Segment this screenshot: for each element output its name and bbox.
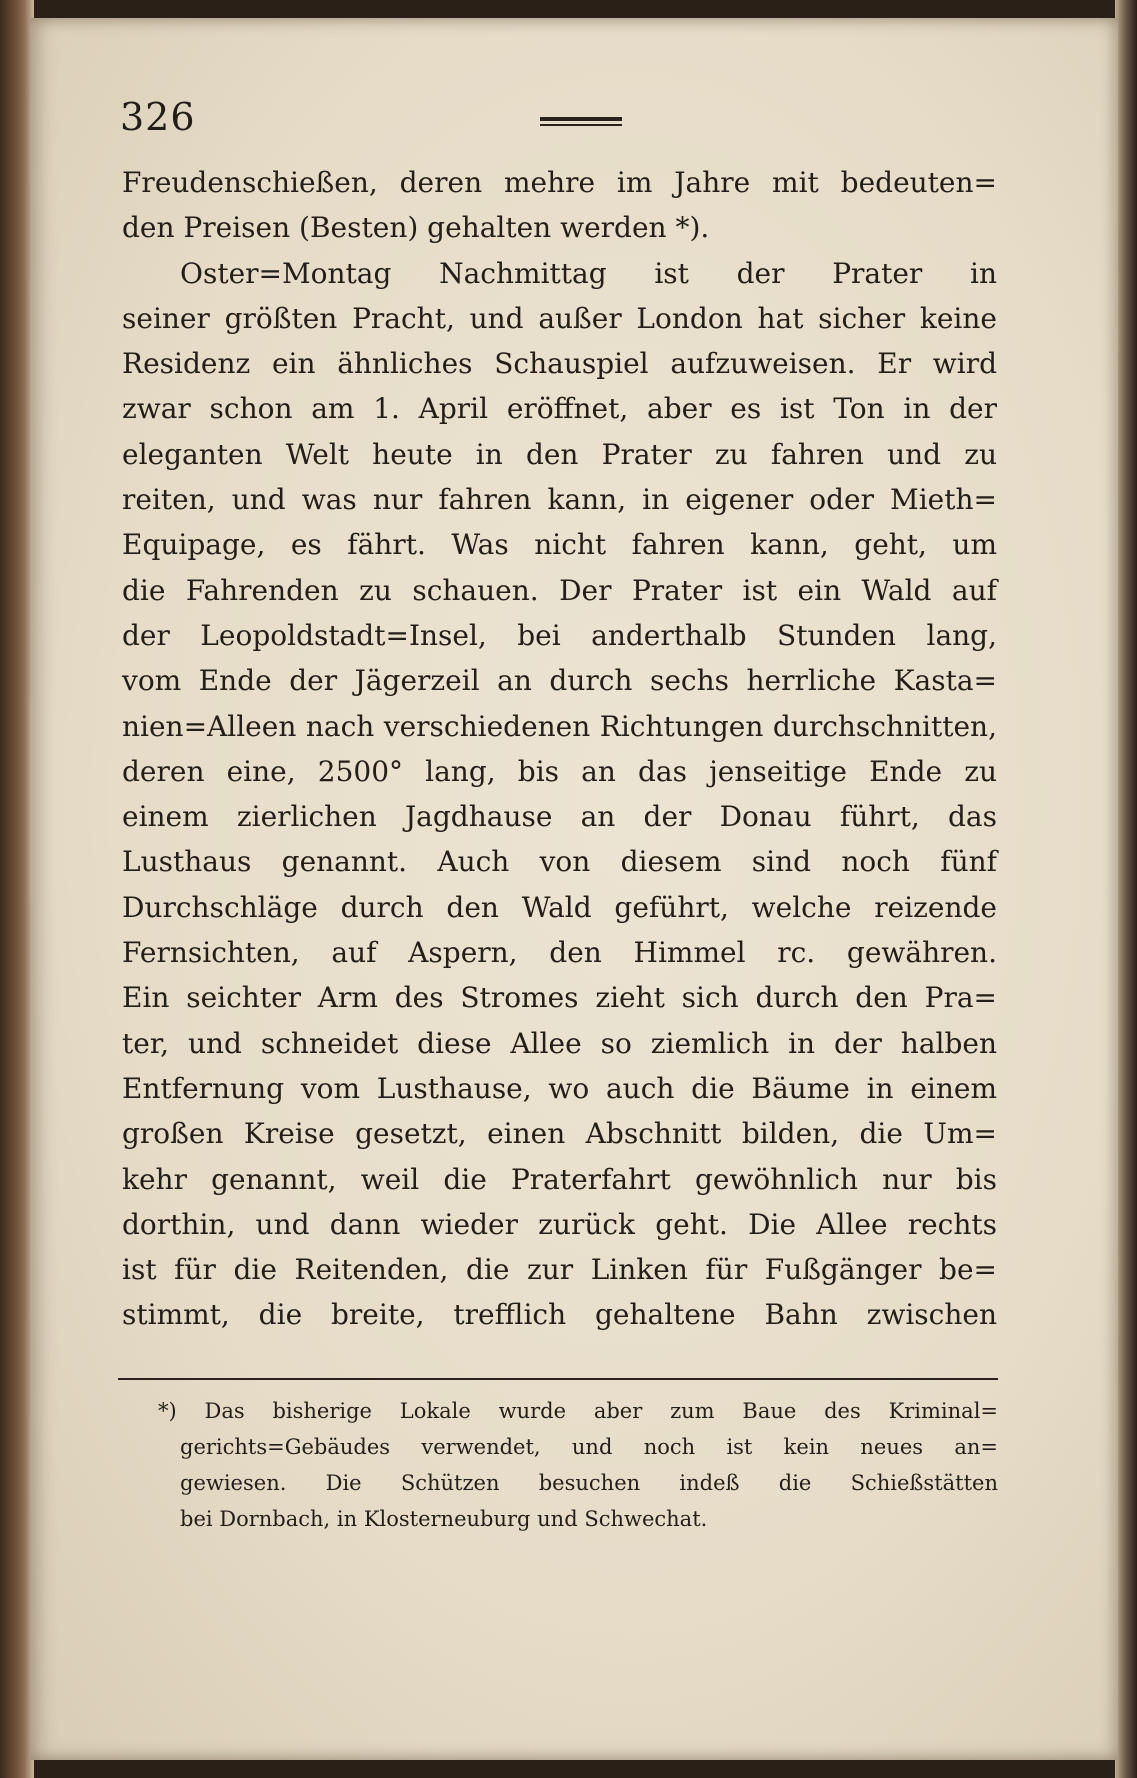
text-line: großen Kreise gesetzt, einen Abschnitt bilden, die Um= xyxy=(122,1117,997,1151)
text-line: vom Ende der Jägerzeil an durch sechs herrliche Kasta= xyxy=(122,664,997,698)
page-number: 326 xyxy=(120,95,196,139)
text-line: kehr genannt, weil die Praterfahrt gewöhnlich nur bis xyxy=(122,1162,997,1196)
text-line: deren eine, 2500° lang, bis an das jenseitige Ende zu xyxy=(122,754,997,788)
text-line: Freudenschießen, deren mehre im Jahre mit bedeuten= xyxy=(122,166,997,199)
footnote xyxy=(158,1393,998,1537)
body-text xyxy=(122,160,997,1338)
text-line: ist für die Reitenden, die zur Linken für Fußgänger be= xyxy=(122,1253,997,1287)
text-line: der Leopoldstadt=Insel, bei anderthalb Stunden lang, xyxy=(122,618,997,652)
footnote-line: gewiesen. Die Schützen besuchen indeß die Schießstätten xyxy=(180,1471,998,1495)
text-line: stimmt, die breite, trefflich gehaltene Bahn zwischen xyxy=(122,1298,997,1332)
footnote-line: *) Das bisherige Lokale wurde aber zum Baue des Kriminal= xyxy=(158,1399,998,1423)
text-line: einem zierlichen Jagdhause an der Donau führt, das xyxy=(122,800,997,834)
text-line: den Preisen (Besten) gehalten werden *). xyxy=(122,211,710,245)
text-line: Equipage, es fährt. Was nicht fahren kann, geht, um xyxy=(122,528,997,562)
text-line: Entfernung vom Lusthause, wo auch die Bäume in einem xyxy=(122,1071,997,1105)
footnote-separator-rule xyxy=(118,1378,998,1380)
text-line: eleganten Welt heute in den Prater zu fahren und zu xyxy=(122,437,997,471)
text-line: Lusthaus genannt. Auch von diesem sind noch fünf xyxy=(122,845,997,879)
text-line: Ein seichter Arm des Stromes zieht sich durch den Pra= xyxy=(122,981,997,1015)
text-line: die Fahrenden zu schauen. Der Prater ist ein Wald auf xyxy=(122,573,997,607)
text-line: seiner größten Pracht, und außer London hat sicher keine xyxy=(122,301,997,335)
page-header xyxy=(120,95,1010,145)
text-line: reiten, und was nur fahren kann, in eigener oder Mieth= xyxy=(122,483,997,517)
book-spine-edge xyxy=(0,0,34,1778)
text-line: Oster=Montag Nachmittag ist der Prater in xyxy=(180,256,997,290)
text-line: dorthin, und dann wieder zurück geht. Die Allee rechts xyxy=(122,1207,997,1241)
ornament-bar-thin xyxy=(540,124,622,126)
text-line: Residenz ein ähnliches Schauspiel aufzuweisen. Er wird xyxy=(122,347,997,381)
footnote-line: bei Dornbach, in Klosterneuburg und Schwechat. xyxy=(180,1507,708,1531)
text-line: ter, und schneidet diese Allee so ziemlich in der halben xyxy=(122,1026,997,1060)
text-line: Fernsichten, auf Aspern, den Himmel rc. gewähren. xyxy=(122,936,997,970)
book-page-edge xyxy=(1115,0,1137,1778)
footnote-line: gerichts=Gebäudes verwendet, und noch ist kein neues an= xyxy=(180,1435,998,1459)
header-ornament-rule xyxy=(540,117,622,127)
text-line: Durchschläge durch den Wald geführt, welche reizende xyxy=(122,890,997,924)
text-line: zwar schon am 1. April eröffnet, aber es ist Ton in der xyxy=(122,392,997,426)
text-line: nien=Alleen nach verschiedenen Richtungen durchschnitten, xyxy=(122,709,997,743)
ornament-bar-thick xyxy=(540,117,622,121)
